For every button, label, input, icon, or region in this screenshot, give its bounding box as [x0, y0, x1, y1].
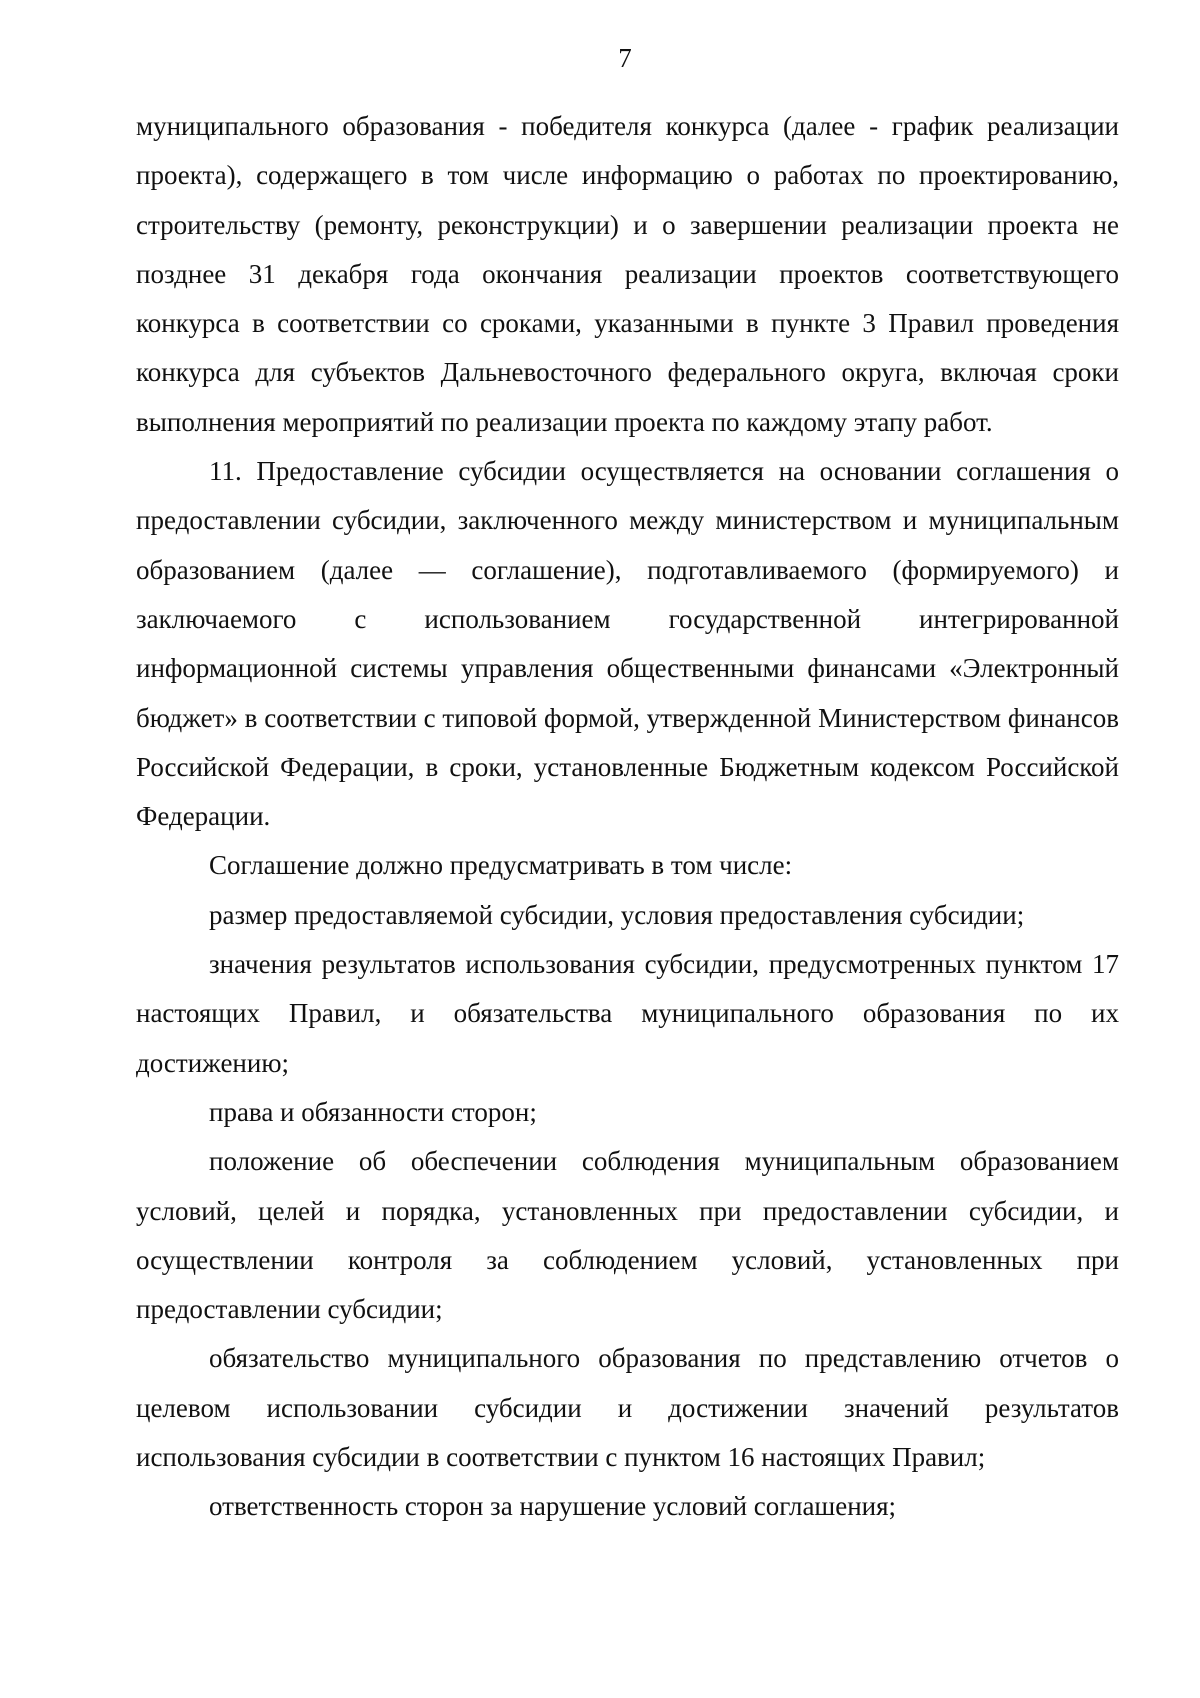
paragraph-item-compliance: положение об обеспечении соблюдения муниципальным образованием условий, целей и порядка, установленных при предоставлении субсидии, и осуществлении контроля за соблюдением условий, установленных при предоставлении субсидии; — [136, 1146, 1119, 1325]
paragraph-item-rights: права и обязанности сторон; — [209, 1096, 537, 1127]
paragraph-continuation: муниципального образования - победителя конкурса (далее - график реализации проекта), содержащего в том числе информацию о работах по проектированию, строительству (ремонту, реконструкции) и о завершении реализации проекта не позднее 31 декабря года окончания реализации проектов соответствующего конкурса в соответствии со сроками, указанными в пункте 3 Правил проведения конкурса для субъектов Дальневосточного федерального округа, включая сроки выполнения мероприятий по реализации проекта по каждому этапу работ. — [136, 111, 1119, 437]
paragraph-clause-11: 11. Предоставление субсидии осуществляется на основании соглашения о предоставлении субсидии, заключенного между министерством и муниципальным образованием (далее — соглашение), подготавливаемого (формируемого) и заключаемого с использованием государственной интегрированной информационной системы управления общественными финансами «Электронный бюджет» в соответствии с типовой формой, утвержденной Министерством финансов Российской Федерации, в сроки, установленные Бюджетным кодексом Российской Федерации. — [136, 456, 1119, 832]
paragraph-agreement-intro: Соглашение должно предусматривать в том числе: — [209, 850, 793, 881]
paragraph-item-liability: ответственность сторон за нарушение условий соглашения; — [209, 1491, 897, 1522]
paragraph-item-result-values: значения результатов использования субсидии, предусмотренных пунктом 17 настоящих Правил, и обязательства муниципального образования по их достижению; — [136, 949, 1119, 1078]
document-body — [136, 102, 1119, 1532]
page-number: 7 — [618, 43, 632, 73]
paragraph-item-reports: обязательство муниципального образования по представлению отчетов о целевом использовании субсидии и достижении значений результатов использования субсидии в соответствии с пунктом 16 настоящих Правил; — [136, 1343, 1119, 1473]
paragraph-item-subsidy-size: размер предоставляемой субсидии, условия предоставления субсидии; — [209, 899, 1025, 930]
